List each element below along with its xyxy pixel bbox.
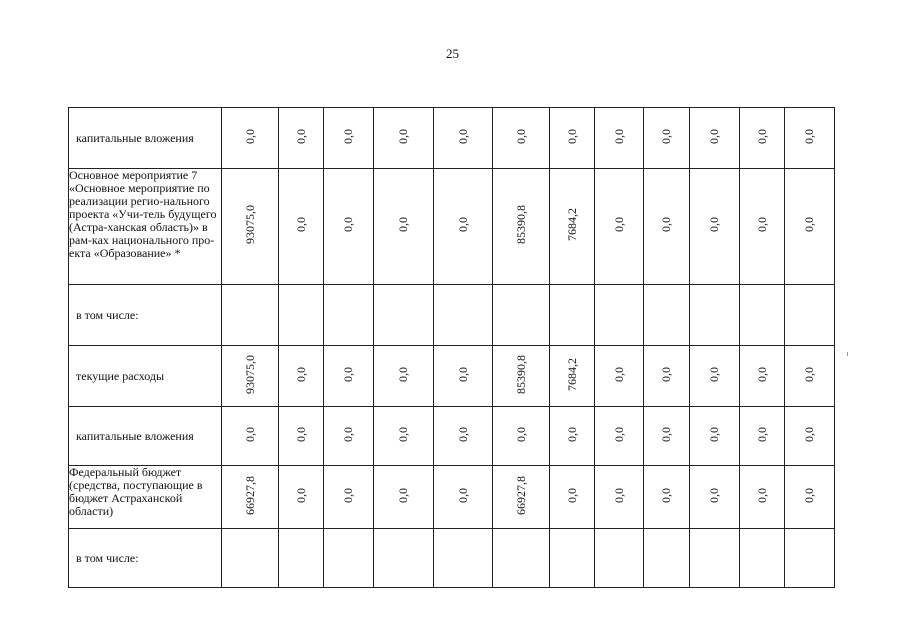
value-cell — [550, 407, 595, 466]
value-cell — [740, 407, 785, 466]
value-cell — [324, 346, 374, 407]
value-cell — [690, 108, 740, 169]
value-cell — [279, 466, 324, 529]
row-label: в том числе: — [69, 285, 222, 346]
value-cell — [493, 346, 550, 407]
value-cell — [222, 285, 279, 346]
value-cell — [690, 285, 740, 346]
value-cell — [374, 407, 434, 466]
row-label: в том числе: — [69, 529, 222, 588]
cell-value: 7684,2 — [564, 208, 579, 241]
cell-value: 93075,0 — [242, 205, 257, 244]
value-cell — [644, 108, 690, 169]
value-cell — [785, 108, 835, 169]
cell-value: 0,0 — [341, 366, 355, 382]
row-label: капитальные вложения — [69, 108, 222, 169]
value-cell — [434, 108, 493, 169]
cell-value: 0,0 — [455, 366, 470, 382]
cell-value: 0,0 — [754, 426, 769, 442]
table-row — [69, 346, 835, 407]
value-cell — [644, 169, 690, 285]
cell-value: 85390,8 — [513, 354, 528, 394]
row-label: Федеральный бюджет (средства, поступающие в бюджет Астраханской области) — [69, 466, 222, 529]
cell-value: 0,0 — [707, 426, 721, 442]
cell-value: 7684,2 — [564, 357, 579, 391]
cell-value: 0,0 — [396, 217, 410, 232]
value-cell — [595, 466, 644, 529]
row-label: Основное мероприятие 7 «Основное мероприятие по реализации регио-нального проекта «Учи-тель будущего (Астра-ханская область)» в рам-ках национального про-екта «Образование» * — [69, 169, 222, 285]
cell-value: 0,0 — [242, 426, 257, 442]
value-cell — [550, 346, 595, 407]
cell-value: 0,0 — [707, 128, 721, 144]
value-cell — [644, 346, 690, 407]
value-cell — [740, 169, 785, 285]
cell-value: 0,0 — [396, 426, 410, 442]
value-cell — [550, 466, 595, 529]
value-cell — [493, 169, 550, 285]
cell-value: 0,0 — [707, 366, 721, 382]
value-cell — [493, 407, 550, 466]
cell-value: 0,0 — [242, 128, 257, 144]
cell-value: 0,0 — [802, 426, 816, 442]
cell-value: 0,0 — [293, 426, 308, 442]
value-cell — [279, 346, 324, 407]
cell-value: 0,0 — [802, 366, 816, 382]
value-cell — [374, 529, 434, 588]
value-cell — [550, 169, 595, 285]
value-cell — [595, 169, 644, 285]
cell-value: 0,0 — [455, 128, 470, 144]
table-row — [69, 407, 835, 466]
value-cell — [374, 108, 434, 169]
value-cell — [324, 285, 374, 346]
value-cell — [690, 346, 740, 407]
value-cell — [550, 285, 595, 346]
cell-value: 0,0 — [802, 217, 816, 232]
value-cell — [222, 529, 279, 588]
value-cell — [550, 108, 595, 169]
cell-value: 0,0 — [659, 217, 673, 232]
cell-value: 0,0 — [455, 217, 470, 232]
value-cell — [785, 466, 835, 529]
value-cell — [740, 529, 785, 588]
value-cell — [785, 285, 835, 346]
value-cell — [644, 529, 690, 588]
value-cell — [690, 169, 740, 285]
value-cell — [434, 169, 493, 285]
cell-value: 0,0 — [754, 217, 769, 232]
cell-value: 0,0 — [564, 128, 579, 144]
value-cell — [785, 346, 835, 407]
value-cell — [690, 529, 740, 588]
cell-value: 0,0 — [659, 487, 673, 503]
cell-value: 0,0 — [396, 366, 410, 382]
value-cell — [690, 407, 740, 466]
value-cell — [222, 169, 279, 285]
cell-value: 0,0 — [455, 426, 470, 442]
table-row — [69, 529, 835, 588]
value-cell — [222, 466, 279, 529]
cell-value: 93075,0 — [242, 354, 257, 394]
table-row — [69, 466, 835, 529]
value-cell — [595, 108, 644, 169]
margin-mark — [847, 352, 848, 356]
cell-value: 0,0 — [659, 128, 673, 144]
cell-value: 85390,8 — [513, 205, 528, 244]
value-cell — [374, 285, 434, 346]
value-cell — [279, 108, 324, 169]
cell-value: 0,0 — [611, 426, 626, 442]
value-cell — [595, 346, 644, 407]
value-cell — [493, 108, 550, 169]
cell-value: 0,0 — [611, 487, 626, 503]
value-cell — [493, 466, 550, 529]
budget-table — [68, 107, 835, 588]
row-label: капитальные вложения — [69, 407, 222, 466]
cell-value: 0,0 — [341, 217, 355, 232]
value-cell — [279, 285, 324, 346]
cell-value: 0,0 — [802, 487, 816, 503]
value-cell — [222, 108, 279, 169]
value-cell — [434, 466, 493, 529]
page-number: 25 — [446, 46, 459, 61]
value-cell — [595, 285, 644, 346]
cell-value: 0,0 — [293, 128, 308, 144]
value-cell — [222, 407, 279, 466]
cell-value: 0,0 — [341, 487, 355, 503]
value-cell — [740, 285, 785, 346]
value-cell — [493, 529, 550, 588]
cell-value: 0,0 — [659, 366, 673, 382]
value-cell — [374, 169, 434, 285]
value-cell — [740, 108, 785, 169]
table-row — [69, 285, 835, 346]
cell-value: 0,0 — [341, 426, 355, 442]
cell-value: 0,0 — [513, 128, 528, 144]
value-cell — [434, 529, 493, 588]
value-cell — [740, 466, 785, 529]
row-label: текущие расходы — [69, 346, 222, 407]
cell-value: 0,0 — [564, 426, 579, 442]
value-cell — [324, 466, 374, 529]
cell-value: 0,0 — [455, 487, 470, 503]
cell-value: 0,0 — [707, 217, 721, 232]
value-cell — [434, 407, 493, 466]
value-cell — [434, 346, 493, 407]
table-row — [69, 169, 835, 285]
cell-value: 0,0 — [611, 366, 626, 382]
value-cell — [644, 466, 690, 529]
cell-value: 0,0 — [754, 487, 769, 503]
value-cell — [690, 466, 740, 529]
value-cell — [785, 407, 835, 466]
value-cell — [279, 169, 324, 285]
cell-value: 0,0 — [754, 366, 769, 382]
value-cell — [644, 407, 690, 466]
cell-value: 0,0 — [341, 128, 355, 144]
value-cell — [434, 285, 493, 346]
cell-value: 0,0 — [754, 128, 769, 144]
value-cell — [374, 466, 434, 529]
table-row — [69, 108, 835, 169]
value-cell — [595, 407, 644, 466]
value-cell — [222, 346, 279, 407]
value-cell — [324, 108, 374, 169]
cell-value: 0,0 — [611, 217, 626, 232]
value-cell — [324, 407, 374, 466]
cell-value: 0,0 — [659, 426, 673, 442]
value-cell — [493, 285, 550, 346]
cell-value: 66927,8 — [513, 475, 528, 515]
value-cell — [324, 529, 374, 588]
cell-value: 0,0 — [611, 128, 626, 144]
value-cell — [550, 529, 595, 588]
value-cell — [785, 529, 835, 588]
cell-value: 0,0 — [513, 426, 528, 442]
cell-value: 0,0 — [707, 487, 721, 503]
cell-value: 0,0 — [564, 487, 579, 503]
cell-value: 0,0 — [396, 128, 410, 144]
cell-value: 0,0 — [396, 487, 410, 503]
cell-value: 0,0 — [293, 217, 308, 232]
cell-value: 0,0 — [293, 487, 308, 503]
value-cell — [374, 346, 434, 407]
value-cell — [644, 285, 690, 346]
value-cell — [279, 529, 324, 588]
cell-value: 0,0 — [802, 128, 816, 144]
value-cell — [740, 346, 785, 407]
cell-value: 0,0 — [293, 366, 308, 382]
value-cell — [324, 169, 374, 285]
value-cell — [785, 169, 835, 285]
cell-value: 66927,8 — [242, 475, 257, 515]
value-cell — [595, 529, 644, 588]
value-cell — [279, 407, 324, 466]
